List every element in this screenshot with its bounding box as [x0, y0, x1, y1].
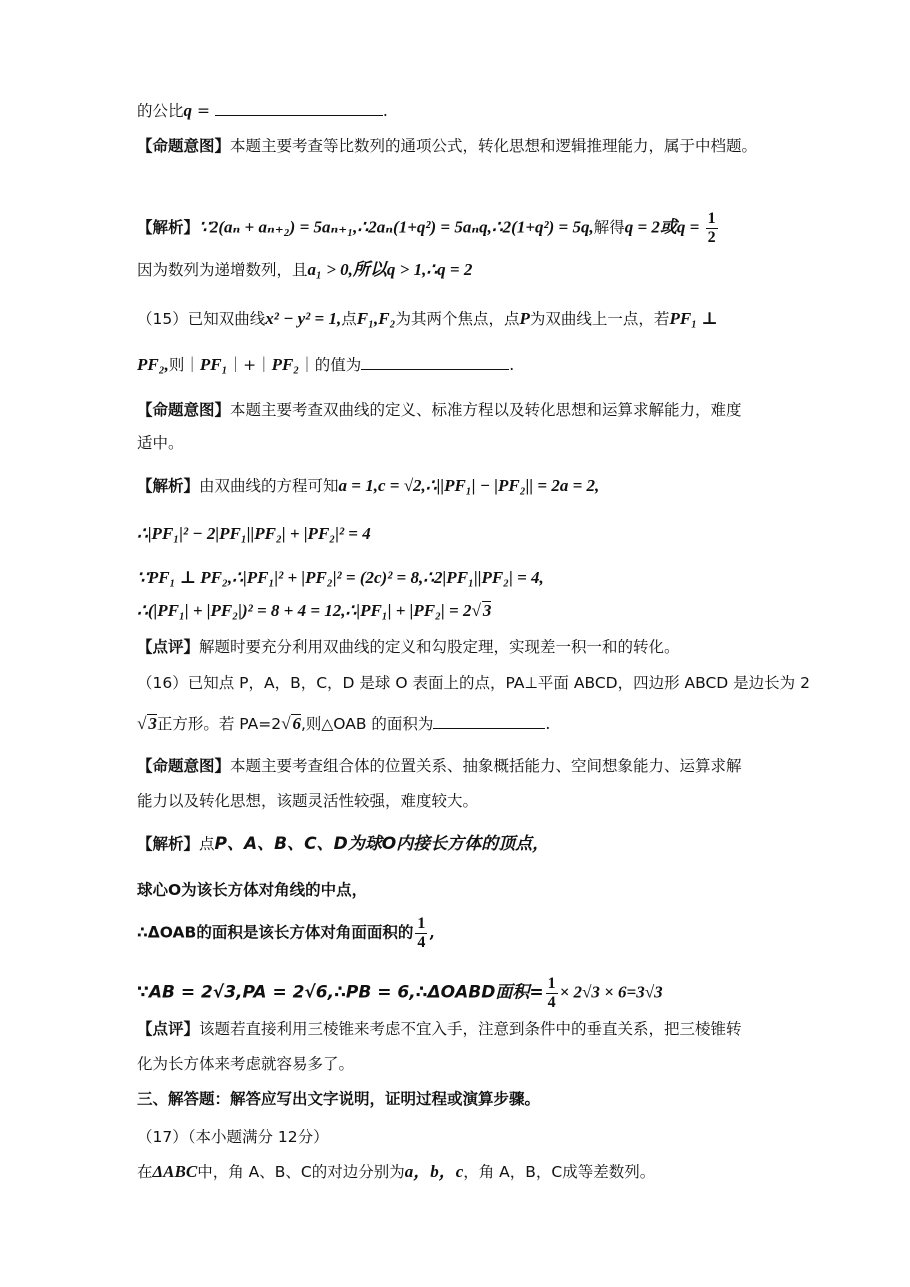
line-solution-15-step4: ∴(|PF₁| + |PF₂|)² = 8 + 4 = 12,∴|PF₁| + |PF₂| = 2√ 3	[137, 601, 492, 620]
tag-intent: 【命题意图】	[137, 137, 231, 155]
text: .	[545, 715, 551, 733]
text: 正方形。若 PA=2	[156, 715, 282, 733]
fraction	[706, 210, 718, 247]
math-expression: × 2√3 × 6=3√3	[559, 982, 663, 1002]
line-question-16-cont: √ 3正方形。若 PA=2√ 6,则△OAB 的面积为 .	[137, 714, 551, 733]
math-expression: PF₂	[271, 355, 300, 374]
line-question-16	[137, 673, 810, 693]
tag-comment: 【点评】	[137, 1020, 200, 1038]
text: 的公比	[137, 102, 184, 120]
sqrt-radicand: 3	[148, 714, 157, 733]
math-expression: ∴|PF₁|² − 2|PF₁||PF₂| + |PF₂|² = 4	[137, 524, 371, 543]
fraction-numerator: 1	[547, 975, 556, 992]
text: 为双曲线上一点，若	[529, 310, 670, 328]
tag-intent: 【命题意图】	[137, 757, 231, 775]
math-expression: PF₁ ⊥	[669, 309, 718, 328]
text: =	[192, 102, 215, 120]
math-expression: ∵2(aₙ + aₙ₊₂) = 5aₙ₊₁,∴2aₙ(1+q²) = 5aₙq,∴2(1+q²) = 5q,	[199, 217, 594, 237]
line-comment-15	[137, 637, 680, 657]
sqrt-radicand: 6	[292, 714, 301, 733]
text: 解得	[593, 218, 625, 237]
math-expression: P	[519, 309, 530, 328]
text: ,则△OAB 的面积为	[300, 715, 434, 733]
text: 本题主要考查组合体的位置关系、抽象概括能力、空间想象能力、运算求解	[230, 757, 742, 775]
line-intent-15-cont	[137, 433, 184, 453]
text: 因为数列为递增数列，且	[137, 261, 308, 279]
text: ｜的值为	[299, 356, 362, 374]
line-solution-15	[137, 476, 599, 496]
text: 则｜	[168, 356, 200, 374]
math-expression: q = 2或q =	[624, 217, 704, 237]
math-expression: ΔABC	[152, 1162, 198, 1181]
sqrt-radicand: 3	[482, 601, 492, 620]
text: 解题时要充分利用双曲线的定义和勾股定理，实现差一积一和的转化。	[199, 638, 680, 656]
tag-intent: 【命题意图】	[137, 401, 231, 419]
text: ，角 A，B，C成等差数列。	[463, 1163, 656, 1181]
text: 化为长方体来考虑就容易多了。	[137, 1055, 355, 1073]
fraction-numerator: 1	[417, 915, 426, 932]
text: 点	[199, 835, 215, 853]
text: （17）（本小题满分 12分）	[137, 1128, 329, 1146]
text: ,	[429, 922, 435, 942]
answer-blank	[361, 355, 509, 370]
text: 在	[137, 1163, 153, 1181]
math-expression: ∴(|PF₁| + |PF₂|)² = 8 + 4 = 12,∴|PF₁| + |PF₂| = 2	[137, 601, 472, 620]
math-q: q	[183, 101, 193, 120]
text: 球心O为该长方体对角线的中点，	[137, 881, 368, 899]
line-solution-15-step3	[137, 568, 544, 588]
text: 中，角 A、B、C的对边分别为	[197, 1163, 405, 1181]
fraction-denominator: 2	[707, 229, 716, 246]
text: 本题主要考查双曲线的定义、标准方程以及转化思想和运算求解能力，难度	[230, 401, 742, 419]
line-intent-14	[137, 136, 757, 156]
text: ｜+｜	[227, 356, 272, 374]
text: 该题若直接利用三棱锥来考虑不宜入手，注意到条件中的垂直关系，把三棱锥转	[199, 1020, 742, 1038]
line-comment-16-cont	[137, 1054, 354, 1074]
math-expression: PF₂,	[137, 355, 169, 374]
math-expression: a = 1,c = √2,∴||PF₁| − |PF₂|| = 2a = 2,	[338, 476, 600, 495]
math-expression: ∵AB = 2√3,PA = 2√6,∴PB = 6,∴ΔOABD面积=	[137, 982, 544, 1003]
line-intent-16	[137, 756, 742, 776]
math-expression: x² − y² = 1,	[265, 309, 342, 328]
math-expression: a，b，c	[404, 1162, 464, 1181]
line-question-15	[137, 309, 718, 329]
math-expression: F₁,F₂	[356, 309, 396, 328]
text: 为其两个焦点，点	[395, 310, 520, 328]
line-solution-14	[137, 210, 720, 247]
text: 适中。	[137, 434, 184, 452]
math-expression: PF₁	[199, 355, 228, 374]
math-expression: a₁ > 0,所以q > 1,∴q = 2	[307, 260, 473, 279]
tag-solution: 【解析】	[137, 835, 200, 853]
line-solution-16-step2	[137, 880, 367, 900]
text: （15）已知双曲线	[137, 310, 266, 328]
line-solution-16-step3	[137, 915, 435, 952]
line-solution-14-cont	[137, 260, 472, 280]
fraction-numerator: 1	[707, 210, 716, 227]
text: 能力以及转化思想，该题灵活性较强，难度较大。	[137, 792, 479, 810]
line-ratio-blank	[137, 101, 388, 121]
text: 本题主要考查等比数列的通项公式，转化思想和逻辑推理能力，属于中档题。	[230, 137, 758, 155]
text: （16）已知点 P，A，B，C，D 是球 O 表面上的点，PA⊥平面 ABCD，四边形 ABCD 是边长为 2	[137, 674, 810, 692]
line-intent-15	[137, 400, 742, 420]
section-heading	[137, 1089, 540, 1109]
line-intent-16-cont	[137, 791, 478, 811]
tag-comment: 【点评】	[137, 638, 200, 656]
fraction	[546, 975, 558, 1012]
text: ∴ΔOAB的面积是该长方体对角面面积的	[137, 923, 414, 942]
math-expression: P、A、B、C、D为球O内接长方体的顶点，	[214, 834, 550, 854]
line-solution-16	[137, 834, 549, 854]
line-comment-16	[137, 1019, 742, 1039]
math-expression: ∵PF₁ ⊥ PF₂,∴|PF₁|² + |PF₂|² = (2c)² = 8,∴2|PF₁||PF₂| = 4,	[137, 568, 544, 587]
line-solution-15-step2	[137, 524, 371, 544]
tag-solution: 【解析】	[137, 477, 200, 495]
fraction	[415, 915, 427, 952]
answer-blank	[215, 101, 383, 116]
text: .	[382, 102, 388, 120]
text: .	[509, 356, 515, 374]
tag-solution: 【解析】	[137, 218, 200, 237]
text: 由双曲线的方程可知	[199, 477, 339, 495]
fraction-denominator: 4	[547, 994, 556, 1011]
line-solution-16-step4	[137, 975, 663, 1012]
line-question-17	[137, 1127, 329, 1147]
section-title: 三、解答题：解答应写出文字说明，证明过程或演算步骤。	[137, 1090, 541, 1108]
text: 点	[341, 310, 357, 328]
fraction-denominator: 4	[417, 934, 426, 951]
answer-blank	[433, 714, 545, 729]
line-question-15-cont	[137, 355, 514, 375]
line-question-17-body	[137, 1162, 655, 1182]
